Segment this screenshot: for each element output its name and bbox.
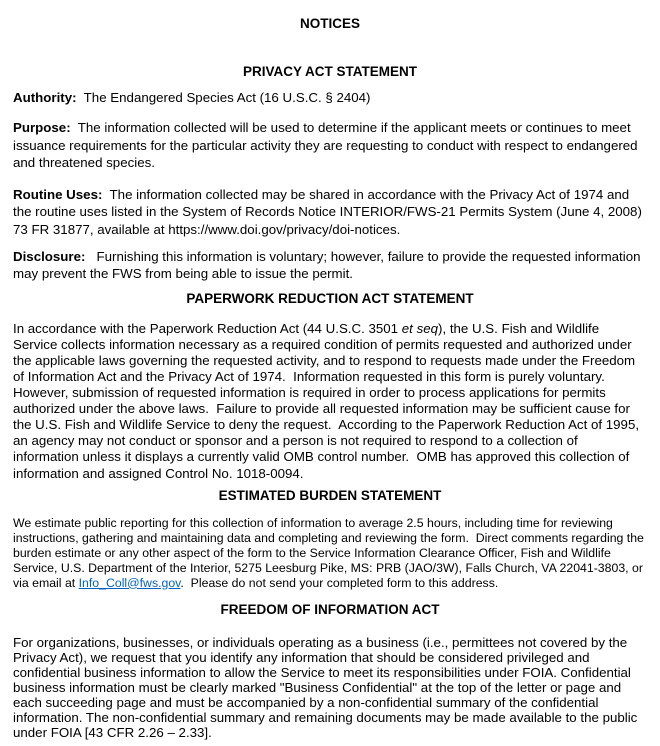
authority-label: Authority: xyxy=(13,90,77,105)
foia-text: For organizations, businesses, or individuals operating as a business (i.e., permittees not covered by the Privacy Act), we request that you identify any information that should be considered privileged and confidential business information to allow the Service to meet its responsibilities under FOIA. Confidential business information must be clearly marked "Business Confidential" at the top of the letter or page and each succeeding page and must be accompanied by a non-confidential summary of the confidential information. The non-confidential summary and remaining documents may be made available to the public under FOIA [43 CFR 2.26 – 2.33]. xyxy=(13,634,642,740)
paperwork-text-before-italic: In accordance with the Paperwork Reduction Act (44 U.S.C. 3501 xyxy=(13,320,402,336)
foia-paragraph xyxy=(13,635,647,740)
privacy-act-statement-heading: PRIVACY ACT STATEMENT xyxy=(242,64,417,79)
purpose-paragraph xyxy=(13,119,647,171)
paperwork-reduction-heading: PAPERWORK REDUCTION ACT STATEMENT xyxy=(186,290,474,306)
estimated-burden-heading: ESTIMATED BURDEN STATEMENT xyxy=(218,487,442,503)
authority-paragraph xyxy=(13,89,647,106)
disclosure-text: Furnishing this information is voluntary; however, failure to provide the requested information may prevent the FWS from being able to issue the permit. xyxy=(13,249,645,282)
disclosure-paragraph xyxy=(13,248,647,283)
email-link[interactable]: Info_Coll@fws.gov xyxy=(78,575,181,590)
foia-heading: FREEDOM OF INFORMATION ACT xyxy=(220,601,440,617)
paperwork-reduction-paragraph xyxy=(13,321,647,482)
routine-uses-paragraph xyxy=(13,186,647,238)
burden-text-before-link: We estimate public reporting for this collection of information to average 2.5 hours, including time for reviewing instructions, gathering and maintaining data and completing and reviewing the form. Direct comments regarding the burden estimate or any other aspect of the form to the Service Information Clearance Officer, Fish and Wildlife Service, U.S. Department of the Interior, 5275 Leesburg Pike, MS: PRB (JAO/3W), Falls Church, VA 22041-3803, or via email at xyxy=(13,515,648,590)
paperwork-text-after-italic: ), the U.S. Fish and Wildlife Service collects information necessary as a required condition of permits requested and authorized under the applicable laws governing the requested activity, and to respond to requests made under the Freedom of Information Act and the Privacy Act of 1974. Information requested in this form is purely voluntary. However, submission of requested information is required in order to process applications for permits authorized under the above laws. Failure to provide all requested information may be sufficient cause for the U.S. Fish and Wildlife Service to deny the request. According to the Paperwork Reduction Act of 1995, an agency may not conduct or sponsor and a person is not required to respond to a collection of information unless it displays a currently valid OMB control number. OMB has approved this collection of information and assigned Control No. 1018-0094. xyxy=(13,320,643,481)
purpose-text: The information collected will be used to determine if the applicant meets or continues to meet issuance requirements for the particular activity they are requesting to conduct with respect to endangered and threatened species. xyxy=(13,120,642,170)
disclosure-label: Disclosure: xyxy=(13,249,86,265)
routine-uses-label: Routine Uses: xyxy=(13,187,103,203)
notices-heading: NOTICES xyxy=(299,16,360,31)
estimated-burden-paragraph xyxy=(13,516,647,591)
authority-text: The Endangered Species Act (16 U.S.C. § 2404) xyxy=(76,90,371,105)
burden-text-after-link: . Please do not send your completed form to this address. xyxy=(180,575,499,590)
routine-uses-text: The information collected may be shared in accordance with the Privacy Act of 1974 and the routine uses listed in the System of Records Notice INTERIOR/FWS-21 Permits System (June 4, 2008) 73 FR 31877, available at https://www.doi.gov/privacy/doi-notices. xyxy=(13,187,646,237)
purpose-label: Purpose: xyxy=(13,120,71,136)
paperwork-italic-et-seq: et seq xyxy=(401,320,439,336)
